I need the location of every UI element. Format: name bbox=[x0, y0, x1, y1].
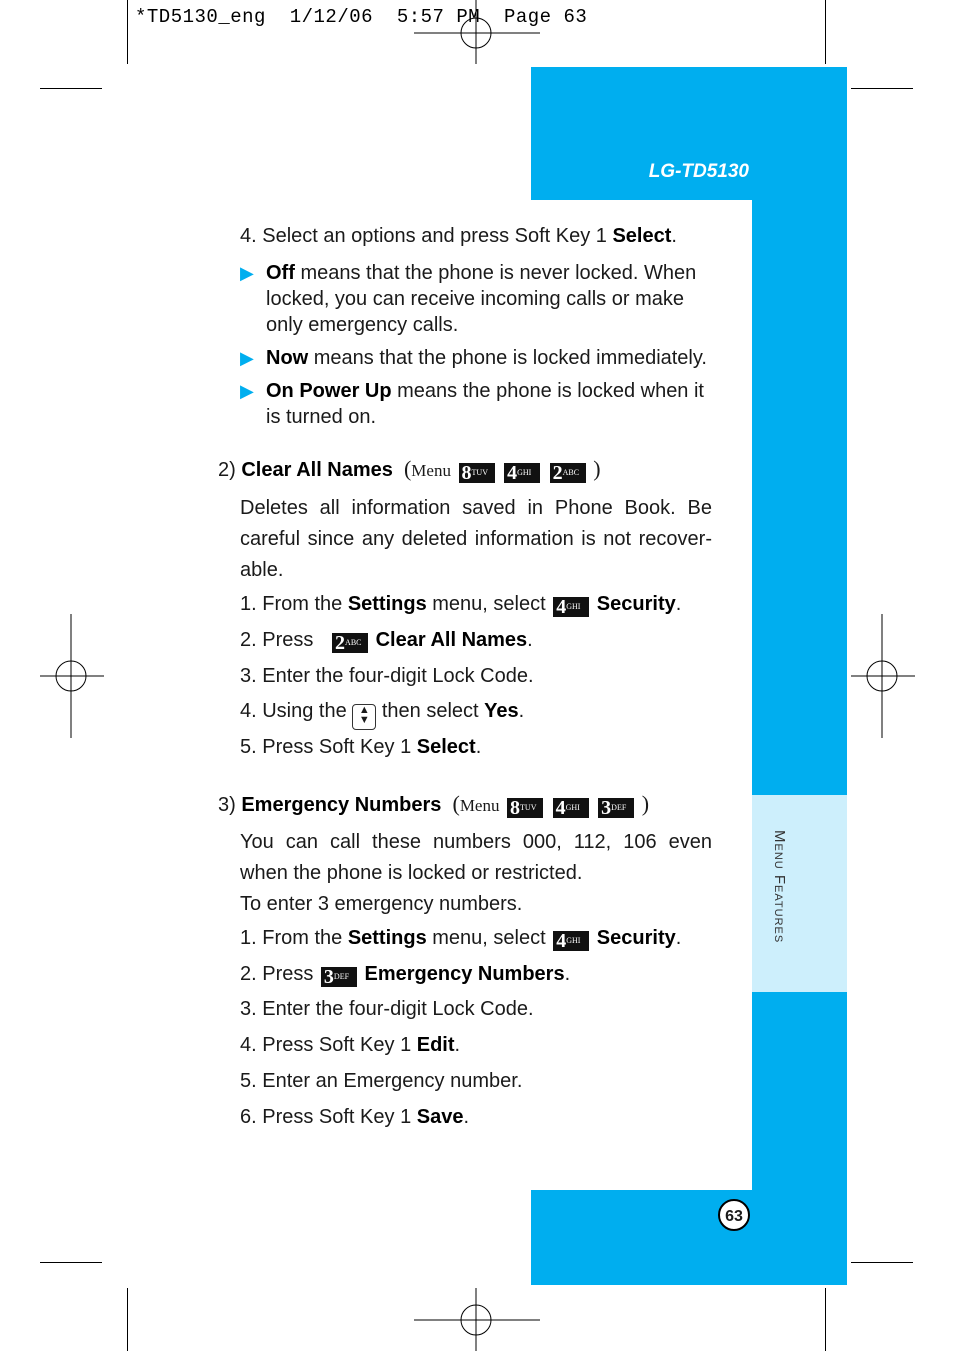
emergency-step-5: 5. Enter an Emergency number. bbox=[240, 1070, 523, 1092]
keypad-8-icon: $8^{TUV}$ bbox=[459, 463, 495, 483]
keypad-4-icon: $4^{GHI}$ bbox=[504, 463, 540, 483]
printer-slug: *TD5130_eng 1/12/06 5:57 PM Page 63 bbox=[135, 6, 588, 28]
emergency-step-6: 6. Press Soft Key 1 Save. bbox=[240, 1106, 470, 1128]
page-number: 63 bbox=[718, 1199, 750, 1231]
clear-step-1: 1. From the Settings menu, select $4^{GHI}$ Security. bbox=[240, 593, 682, 618]
keypad-3-icon: $3^{DEF}$ bbox=[598, 798, 634, 818]
registration-mark-top bbox=[414, 0, 540, 64]
clear-all-names-description: Deletes all information saved in Phone Book. Be careful since any deleted information is not recover-able. bbox=[240, 497, 712, 581]
section-heading-emergency-numbers: 3) Emergency Numbers (Menu $8^{TUV}$ $4^{GHI}$ $3^{DEF}$ ) bbox=[218, 791, 650, 819]
crop-mark bbox=[40, 1262, 102, 1263]
triangle-bullet-icon: ▶ bbox=[240, 381, 254, 401]
navigation-key-icon: ▲ ▼ bbox=[352, 704, 376, 730]
model-name: LG-TD5130 bbox=[648, 161, 749, 182]
section-tab bbox=[752, 795, 847, 992]
keypad-4-icon: $4^{GHI}$ bbox=[553, 931, 589, 951]
crop-mark bbox=[127, 1288, 128, 1351]
section-tab-label: Menu Features bbox=[771, 830, 788, 944]
emergency-step-3: 3. Enter the four-digit Lock Code. bbox=[240, 998, 534, 1020]
keypad-3-icon: $3^{DEF}$ bbox=[321, 967, 357, 987]
bullet-now: ▶ Now means that the phone is locked immediately. bbox=[240, 347, 707, 369]
crop-mark bbox=[825, 0, 826, 64]
side-band bbox=[752, 67, 847, 1285]
clear-step-3: 3. Enter the four-digit Lock Code. bbox=[240, 665, 534, 687]
crop-mark bbox=[127, 0, 128, 64]
registration-mark-bottom bbox=[414, 1288, 540, 1351]
registration-mark-left bbox=[40, 614, 104, 738]
bullet-on-power-up: ▶ On Power Up means the phone is locked when it is turned on. bbox=[240, 380, 704, 428]
keypad-4-icon: $4^{GHI}$ bbox=[553, 597, 589, 617]
triangle-bullet-icon: ▶ bbox=[240, 263, 254, 283]
keypad-8-icon: $8^{TUV}$ bbox=[507, 798, 543, 818]
emergency-step-1: 1. From the Settings menu, select $4^{GHI}$ Security. bbox=[240, 927, 682, 952]
clear-step-5: 5. Press Soft Key 1 Select. bbox=[240, 736, 482, 758]
keypad-2-icon: $2^{ABC}$ bbox=[332, 633, 368, 653]
crop-mark bbox=[851, 1262, 913, 1263]
crop-mark bbox=[851, 88, 913, 89]
emergency-intro: To enter 3 emergency numbers. bbox=[240, 893, 523, 915]
step-select-option: 4. Select an options and press Soft Key 1 Select. bbox=[240, 225, 677, 247]
registration-mark-right bbox=[851, 614, 915, 738]
clear-step-4: 4. Using the ▲ ▼ then select Yes. bbox=[240, 698, 524, 730]
emergency-step-2: 2. Press $3^{DEF}$ Emergency Numbers. bbox=[240, 963, 571, 988]
clear-step-2: 2. Press $2^{ABC}$ Clear All Names. bbox=[240, 629, 533, 654]
triangle-bullet-icon: ▶ bbox=[240, 348, 254, 368]
crop-mark bbox=[825, 1288, 826, 1351]
section-heading-clear-all-names: 2) Clear All Names (Menu $8^{TUV}$ $4^{GHI}$ $2^{ABC}$ ) bbox=[218, 456, 601, 484]
keypad-2-icon: $2^{ABC}$ bbox=[550, 463, 586, 483]
keypad-4-icon: $4^{GHI}$ bbox=[553, 798, 589, 818]
crop-mark bbox=[40, 88, 102, 89]
footer-band bbox=[531, 1190, 847, 1285]
bullet-off: ▶ Off means that the phone is never locked. When locked, you can receive incoming calls or make only emergency calls. bbox=[240, 262, 697, 336]
emergency-step-4: 4. Press Soft Key 1 Edit. bbox=[240, 1034, 461, 1056]
emergency-description: You can call these numbers 000, 112, 106 even when the phone is locked or restricted. bbox=[240, 831, 712, 884]
